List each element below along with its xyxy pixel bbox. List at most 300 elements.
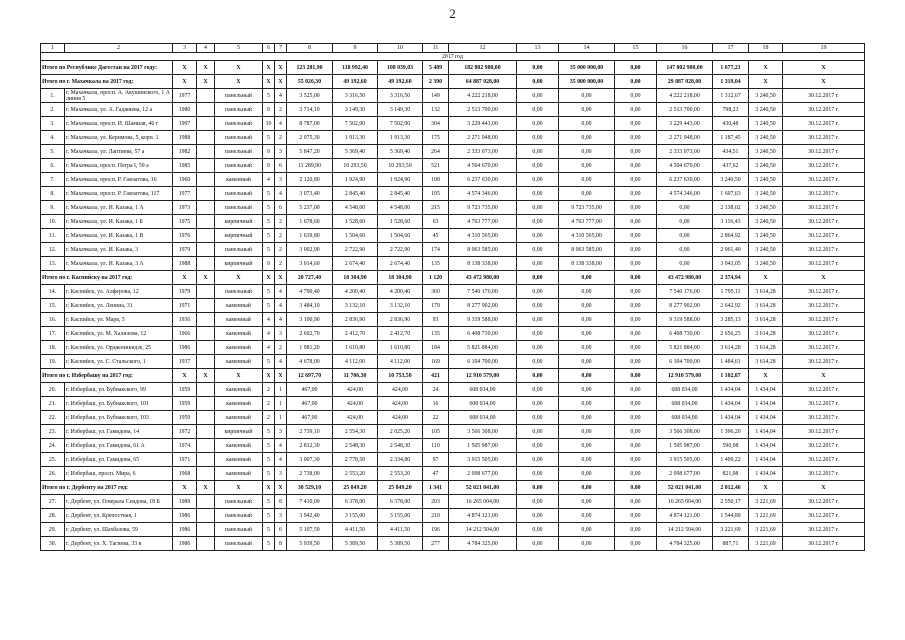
- cell-c3: 1988: [173, 257, 197, 271]
- cell-c16: 43 472 980,00: [657, 271, 713, 285]
- cell-c16: 29 887 028,00: [657, 75, 713, 89]
- cell-c8: 3 014,60: [287, 257, 333, 271]
- cell-c10: 4 200,40: [378, 285, 423, 299]
- cell-c8: 2 812,30: [287, 439, 333, 453]
- cell-c10: 3 155,00: [378, 509, 423, 523]
- cell-c13: 0,00: [517, 215, 559, 229]
- cell-c15: 0,00: [615, 229, 657, 243]
- cell-n: 9.: [41, 201, 65, 215]
- cell-c11: 1 341: [423, 481, 449, 495]
- cell-c12: 608 034,00: [449, 397, 517, 411]
- column-number: 6: [263, 44, 275, 53]
- cell-c14: 0,00: [559, 117, 615, 131]
- cell-c14: 0,00: [559, 509, 615, 523]
- column-number: 14: [559, 44, 615, 53]
- cell-c18: X: [749, 481, 783, 495]
- cell-c18: 1 434,04: [749, 467, 783, 481]
- cell-c11: 22: [423, 411, 449, 425]
- cell-c9: 4 411,50: [333, 523, 378, 537]
- cell-c9: 118 992,40: [333, 61, 378, 75]
- cell-label: Итого по г. Дербенту на 2017 год:: [41, 481, 173, 495]
- cell-c17: 1 409,22: [713, 453, 749, 467]
- cell-c10: 1 924,90: [378, 173, 423, 187]
- cell-n: 28.: [41, 509, 65, 523]
- cell-c16: 12 910 579,00: [657, 369, 713, 383]
- page-number: 2: [449, 6, 456, 21]
- cell-c17: 3 116,43: [713, 215, 749, 229]
- cell-c16: 7 540 176,00: [657, 285, 713, 299]
- cell-c3: 1986: [173, 537, 197, 551]
- cell-c14: 0,00: [559, 481, 615, 495]
- cell-c19: 30.12.2017 г.: [783, 467, 865, 481]
- cell-c12: 3 566 308,00: [449, 425, 517, 439]
- cell-c6: 4: [263, 327, 275, 341]
- cell-c19: 30.12.2017 г.: [783, 439, 865, 453]
- table-body: [41, 44, 865, 551]
- cell-addr: г. Махачкала, ул. И. Казака, 3 А: [65, 257, 173, 271]
- cell-c10: 2 836,90: [378, 313, 423, 327]
- cell-c12: 4 574 346,00: [449, 187, 517, 201]
- table-row: [41, 453, 865, 467]
- cell-c15: 0,00: [615, 299, 657, 313]
- cell-c13: 0,00: [517, 89, 559, 103]
- cell-addr: г. Каспийск, ул. С. Стальского, 1: [65, 355, 173, 369]
- cell-c5: кирпичный: [215, 425, 263, 439]
- cell-c7: 1: [275, 383, 287, 397]
- cell-c19: 30.12.2017 г.: [783, 103, 865, 117]
- cell-c14: 0,00: [559, 411, 615, 425]
- cell-c15: 0,00: [615, 467, 657, 481]
- cell-c7: X: [275, 61, 287, 75]
- cell-c17: 1 102,87: [713, 369, 749, 383]
- cell-c18: 3 240,50: [749, 131, 783, 145]
- cell-c19: 30.12.2017 г.: [783, 495, 865, 509]
- cell-c6: 9: [263, 257, 275, 271]
- cell-c18: 3 221,69: [749, 523, 783, 537]
- cell-c10: 2 553,20: [378, 467, 423, 481]
- cell-c6: X: [263, 271, 275, 285]
- cell-c13: 0,00: [517, 75, 559, 89]
- cell-c13: 0,00: [517, 425, 559, 439]
- cell-c4: [197, 215, 215, 229]
- cell-c3: 1973: [173, 201, 197, 215]
- cell-n: 16.: [41, 313, 65, 327]
- cell-c9: 11 706,30: [333, 369, 378, 383]
- cell-c11: 135: [423, 257, 449, 271]
- cell-c5: каменный: [215, 299, 263, 313]
- cell-c16: 9 319 588,00: [657, 313, 713, 327]
- cell-c12: 7 540 176,00: [449, 285, 517, 299]
- cell-c7: 6: [275, 523, 287, 537]
- cell-c10: 49 192,60: [378, 75, 423, 89]
- cell-c11: 16: [423, 397, 449, 411]
- cell-c6: X: [263, 61, 275, 75]
- cell-c4: [197, 411, 215, 425]
- cell-c15: 0,00: [615, 257, 657, 271]
- cell-c11: 304: [423, 117, 449, 131]
- cell-c17: 821,98: [713, 467, 749, 481]
- cell-c4: [197, 509, 215, 523]
- cell-c19: 30.12.2017 г.: [783, 537, 865, 551]
- cell-c5: панельный: [215, 243, 263, 257]
- cell-addr: г. Избербаш, ул. Гамидова, 65: [65, 453, 173, 467]
- cell-c6: 9: [263, 145, 275, 159]
- cell-c12: 6 104 700,00: [449, 355, 517, 369]
- table-row: [41, 509, 865, 523]
- cell-c13: 0,00: [517, 523, 559, 537]
- cell-c11: 521: [423, 159, 449, 173]
- table-row: [41, 425, 865, 439]
- cell-n: 19.: [41, 355, 65, 369]
- cell-c12: 14 212 504,00: [449, 523, 517, 537]
- cell-c11: 175: [423, 131, 449, 145]
- cell-c3: 1985: [173, 159, 197, 173]
- cell-c9: 3 155,00: [333, 509, 378, 523]
- column-number: 9: [333, 44, 378, 53]
- cell-c16: 3 566 308,00: [657, 425, 713, 439]
- cell-c15: 0,00: [615, 131, 657, 145]
- cell-c14: 9 723 735,00: [559, 201, 615, 215]
- cell-c15: 0,00: [615, 243, 657, 257]
- cell-c18: 3 240,50: [749, 201, 783, 215]
- cell-c3: X: [173, 369, 197, 383]
- cell-c12: 2 333 073,00: [449, 145, 517, 159]
- cell-c9: 2 548,30: [333, 439, 378, 453]
- cell-c9: 2 674,40: [333, 257, 378, 271]
- cell-c10: 2 334,80: [378, 453, 423, 467]
- cell-c9: 5 369,40: [333, 145, 378, 159]
- table-row: [41, 383, 865, 397]
- cell-n: 27.: [41, 495, 65, 509]
- cell-c14: 0,00: [559, 285, 615, 299]
- cell-c16: 1 505 987,00: [657, 439, 713, 453]
- cell-addr: г. Каспийск, ул. Маря, 5: [65, 313, 173, 327]
- cell-c18: X: [749, 75, 783, 89]
- column-number: 4: [197, 44, 215, 53]
- cell-c6: 4: [263, 313, 275, 327]
- cell-c5: панельный: [215, 285, 263, 299]
- cell-c8: 1 678,60: [287, 215, 333, 229]
- cell-n: 8.: [41, 187, 65, 201]
- cell-c13: 0,00: [517, 285, 559, 299]
- cell-c6: 5: [263, 495, 275, 509]
- cell-addr: г. Махачкала, ул. И. Казака, 1 Б: [65, 215, 173, 229]
- cell-c13: 0,00: [517, 271, 559, 285]
- cell-c3: 1959: [173, 397, 197, 411]
- cell-c4: [197, 523, 215, 537]
- cell-c6: 5: [263, 285, 275, 299]
- cell-c8: 467,00: [287, 383, 333, 397]
- cell-c3: X: [173, 481, 197, 495]
- cell-c7: 3: [275, 467, 287, 481]
- cell-c9: 18 304,90: [333, 271, 378, 285]
- cell-c10: 25 849,20: [378, 481, 423, 495]
- cell-c13: 0,00: [517, 159, 559, 173]
- cell-c15: 0,00: [615, 75, 657, 89]
- cell-c12: 5 821 884,00: [449, 341, 517, 355]
- cell-c15: 0,00: [615, 187, 657, 201]
- cell-c3: 1986: [173, 509, 197, 523]
- cell-c17: 2 550,17: [713, 495, 749, 509]
- cell-c13: 0,00: [517, 187, 559, 201]
- cell-c4: [197, 397, 215, 411]
- cell-c3: X: [173, 75, 197, 89]
- cell-c7: 4: [275, 453, 287, 467]
- cell-c11: 360: [423, 285, 449, 299]
- cell-c4: [197, 131, 215, 145]
- cell-c19: X: [783, 61, 865, 75]
- cell-c4: [197, 299, 215, 313]
- cell-c18: 3 614,28: [749, 285, 783, 299]
- cell-addr: г. Махачкала, ул. А. Гаджиева, 12 а: [65, 103, 173, 117]
- cell-c6: 4: [263, 341, 275, 355]
- cell-c3: X: [173, 271, 197, 285]
- cell-addr: г. Махачкала, ул. И. Казака, 3: [65, 243, 173, 257]
- cell-c5: панельный: [215, 89, 263, 103]
- cell-c18: 3 240,50: [749, 229, 783, 243]
- cell-c14: 0,00: [559, 173, 615, 187]
- cell-c14: 0,00: [559, 271, 615, 285]
- table-row: [41, 411, 865, 425]
- cell-c12: 182 802 980,00: [449, 61, 517, 75]
- cell-c18: 3 240,50: [749, 145, 783, 159]
- cell-n: 18.: [41, 341, 65, 355]
- cell-c13: 0,00: [517, 299, 559, 313]
- cell-c8: 2 692,70: [287, 327, 333, 341]
- cell-c9: 2 554,30: [333, 425, 378, 439]
- cell-c4: X: [197, 271, 215, 285]
- cell-addr: г. Махачкала, просп. Р. Гамзатова, 117: [65, 187, 173, 201]
- cell-c16: 608 034,00: [657, 383, 713, 397]
- cell-c16: 2 333 073,00: [657, 145, 713, 159]
- cell-c10: 2 412,70: [378, 327, 423, 341]
- cell-c4: [197, 453, 215, 467]
- cell-c3: 1977: [173, 89, 197, 103]
- cell-c9: 424,00: [333, 411, 378, 425]
- table-row: [41, 257, 865, 271]
- table-row: [41, 201, 865, 215]
- cell-c17: 2 138,02: [713, 201, 749, 215]
- table-row: [41, 145, 865, 159]
- cell-c14: 0,00: [559, 397, 615, 411]
- cell-c19: 30.12.2017 г.: [783, 425, 865, 439]
- subtotal-row: [41, 369, 865, 383]
- cell-c6: 5: [263, 201, 275, 215]
- cell-c6: 2: [263, 383, 275, 397]
- cell-c18: 1 434,04: [749, 439, 783, 453]
- cell-c3: 1976: [173, 229, 197, 243]
- cell-c13: 0,00: [517, 481, 559, 495]
- cell-addr: г. Махачкала, просп. А. Акушинского, 1 А линия 5: [65, 89, 173, 103]
- cell-c9: 424,00: [333, 383, 378, 397]
- cell-c12: 43 472 980,00: [449, 271, 517, 285]
- cell-c16: 608 034,00: [657, 411, 713, 425]
- cell-addr: г. Дербент, ул. Шахбазова, 59: [65, 523, 173, 537]
- cell-c10: 5 389,50: [378, 537, 423, 551]
- cell-c19: X: [783, 481, 865, 495]
- cell-addr: г. Махачкала, просп. Р. Гамзатова, 16: [65, 173, 173, 187]
- cell-c14: 0,00: [559, 355, 615, 369]
- cell-c11: 2 390: [423, 75, 449, 89]
- cell-c19: 30.12.2017 г.: [783, 523, 865, 537]
- cell-c19: 30.12.2017 г.: [783, 159, 865, 173]
- cell-c7: 2: [275, 243, 287, 257]
- cell-c5: X: [215, 369, 263, 383]
- table-row: [41, 285, 865, 299]
- cell-c15: 0,00: [615, 89, 657, 103]
- cell-c13: 0,00: [517, 257, 559, 271]
- cell-c19: 30.12.2017 г.: [783, 229, 865, 243]
- cell-c9: 7 502,00: [333, 117, 378, 131]
- cell-c19: 30.12.2017 г.: [783, 299, 865, 313]
- cell-c5: кирпичный: [215, 257, 263, 271]
- cell-c10: 2 722,90: [378, 243, 423, 257]
- cell-c5: X: [215, 75, 263, 89]
- column-number: 19: [783, 44, 865, 53]
- cell-c4: [197, 495, 215, 509]
- cell-c6: 5: [263, 131, 275, 145]
- cell-c7: 4: [275, 285, 287, 299]
- cell-c9: 1 913,30: [333, 131, 378, 145]
- cell-c8: 20 727,40: [287, 271, 333, 285]
- cell-c5: панельный: [215, 509, 263, 523]
- cell-c8: 11 289,90: [287, 159, 333, 173]
- cell-c16: 5 821 884,00: [657, 341, 713, 355]
- cell-c12: 8 277 902,00: [449, 299, 517, 313]
- column-number: 1: [41, 44, 65, 53]
- cell-c18: 3 240,50: [749, 243, 783, 257]
- cell-c12: 2 098 677,00: [449, 467, 517, 481]
- cell-c9: 4 200,40: [333, 285, 378, 299]
- cell-c12: 8 063 585,00: [449, 243, 517, 257]
- cell-n: 20.: [41, 383, 65, 397]
- cell-c10: 1 528,60: [378, 215, 423, 229]
- cell-c3: 1971: [173, 453, 197, 467]
- cell-c13: 0,00: [517, 509, 559, 523]
- cell-c16: 4 784 325,00: [657, 537, 713, 551]
- cell-c19: 30.12.2017 г.: [783, 397, 865, 411]
- cell-c12: 4 504 670,00: [449, 159, 517, 173]
- cell-c3: 1968: [173, 467, 197, 481]
- cell-c4: [197, 103, 215, 117]
- cell-c17: 1 187,45: [713, 131, 749, 145]
- cell-c6: 9: [263, 159, 275, 173]
- subtotal-row: [41, 61, 865, 75]
- cell-c9: 1 924,90: [333, 173, 378, 187]
- cell-c12: 6 237 630,00: [449, 173, 517, 187]
- cell-c17: 2 864,92: [713, 229, 749, 243]
- cell-c14: 0,00: [559, 467, 615, 481]
- cell-c8: 55 026,30: [287, 75, 333, 89]
- cell-c4: [197, 537, 215, 551]
- cell-c7: 2: [275, 229, 287, 243]
- cell-c11: 203: [423, 495, 449, 509]
- cell-c9: 10 293,50: [333, 159, 378, 173]
- cell-n: 30.: [41, 537, 65, 551]
- cell-c15: 0,00: [615, 509, 657, 523]
- cell-c15: 0,00: [615, 383, 657, 397]
- column-number: 18: [749, 44, 783, 53]
- cell-c13: 0,00: [517, 145, 559, 159]
- cell-c11: 63: [423, 215, 449, 229]
- cell-c4: [197, 229, 215, 243]
- cell-c18: 3 240,50: [749, 103, 783, 117]
- cell-c4: [197, 159, 215, 173]
- cell-c15: 0,00: [615, 411, 657, 425]
- year-label: 2017 год: [41, 53, 865, 61]
- cell-c17: 2 012,46: [713, 481, 749, 495]
- cell-c5: панельный: [215, 495, 263, 509]
- cell-c16: 4 874 121,00: [657, 509, 713, 523]
- cell-c18: 3 240,50: [749, 187, 783, 201]
- cell-c3: 1997: [173, 117, 197, 131]
- cell-c9: 1 528,60: [333, 215, 378, 229]
- column-number: 16: [657, 44, 713, 53]
- cell-c6: 9: [263, 103, 275, 117]
- cell-c4: [197, 243, 215, 257]
- cell-c3: 1979: [173, 243, 197, 257]
- cell-c7: X: [275, 369, 287, 383]
- cell-c3: 1971: [173, 299, 197, 313]
- cell-c14: 0,00: [559, 369, 615, 383]
- cell-c17: 1 312,67: [713, 89, 749, 103]
- cell-c14: 0,00: [559, 453, 615, 467]
- cell-c8: 1 981,20: [287, 341, 333, 355]
- cell-c14: 0,00: [559, 89, 615, 103]
- cell-c17: 1 484,61: [713, 355, 749, 369]
- table-row: [41, 243, 865, 257]
- cell-c8: 123 281,90: [287, 61, 333, 75]
- cell-addr: г. Махачкала, ул. И. Казака, 1 В: [65, 229, 173, 243]
- cell-c5: каменный: [215, 397, 263, 411]
- cell-c13: 0,00: [517, 383, 559, 397]
- cell-c18: 3 240,50: [749, 159, 783, 173]
- cell-addr: г. Махачкала, ул. Лаптиева, 57 а: [65, 145, 173, 159]
- cell-c17: 437,62: [713, 159, 749, 173]
- cell-c5: панельный: [215, 103, 263, 117]
- cell-n: 29.: [41, 523, 65, 537]
- cell-n: 17.: [41, 327, 65, 341]
- cell-c6: X: [263, 481, 275, 495]
- table-row: [41, 103, 865, 117]
- cell-c3: 1980: [173, 103, 197, 117]
- cell-n: 12.: [41, 243, 65, 257]
- cell-c7: 4: [275, 117, 287, 131]
- cell-c3: 1982: [173, 145, 197, 159]
- cell-c8: 30 529,10: [287, 481, 333, 495]
- cell-c13: 0,00: [517, 131, 559, 145]
- cell-c6: 5: [263, 537, 275, 551]
- cell-addr: г. Избербаш, ул. Гамидова, 61 А: [65, 439, 173, 453]
- cell-c13: 0,00: [517, 453, 559, 467]
- cell-c5: панельный: [215, 159, 263, 173]
- column-number-row: [41, 44, 865, 53]
- cell-c11: 169: [423, 355, 449, 369]
- cell-c14: 8 138 338,00: [559, 257, 615, 271]
- cell-c3: 1959: [173, 383, 197, 397]
- cell-c12: 2 513 700,00: [449, 103, 517, 117]
- cell-c14: 0,00: [559, 103, 615, 117]
- table-row: [41, 523, 865, 537]
- cell-c15: 0,00: [615, 369, 657, 383]
- cell-c10: 1 610,80: [378, 341, 423, 355]
- cell-n: 11.: [41, 229, 65, 243]
- cell-c15: 0,00: [615, 453, 657, 467]
- cell-c14: 0,00: [559, 537, 615, 551]
- cell-c11: 105: [423, 425, 449, 439]
- cell-addr: г. Каспийск, ул. Алферова, 12: [65, 285, 173, 299]
- cell-c6: 5: [263, 243, 275, 257]
